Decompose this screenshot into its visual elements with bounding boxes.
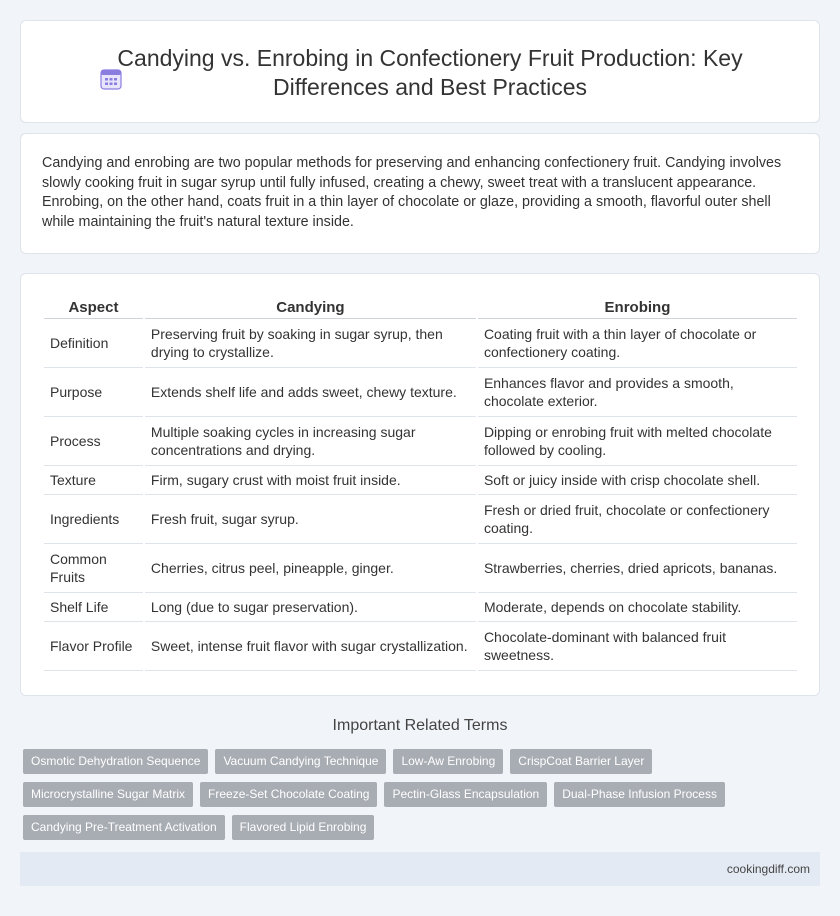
table-cell: Fresh fruit, sugar syrup. [145,495,476,544]
table-row [44,544,797,593]
table-cell: Moderate, depends on chocolate stability. [478,593,797,622]
comparison-table [42,296,799,671]
table-cell: Chocolate-dominant with balanced fruit sweetness. [478,622,797,671]
column-header-candying: Candying [145,296,476,319]
table-row [44,622,797,671]
related-term-tag[interactable]: Pectin-Glass Encapsulation [384,782,547,807]
table-cell: Soft or juicy inside with crisp chocolate shell. [478,466,797,495]
table-cell: Ingredients [44,495,143,544]
table-cell: Cherries, citrus peel, pineapple, ginger. [145,544,476,593]
table-cell: Enhances flavor and provides a smooth, chocolate exterior. [478,368,797,417]
table-cell: Dipping or enrobing fruit with melted chocolate followed by cooling. [478,417,797,466]
table-row [44,495,797,544]
related-term-tag[interactable]: Freeze-Set Chocolate Coating [200,782,377,807]
table-cell: Definition [44,319,143,368]
table-cell: Process [44,417,143,466]
table-cell: Coating fruit with a thin layer of chocolate or confectionery coating. [478,319,797,368]
footer [20,852,820,886]
footer-site-link[interactable]: cookingdiff.com [726,862,810,876]
table-cell: Shelf Life [44,593,143,622]
table-cell: Common Fruits [44,544,143,593]
table-cell: Sweet, intense fruit flavor with sugar crystallization. [145,622,476,671]
related-terms-heading: Important Related Terms [332,717,508,734]
table-row [44,466,797,495]
table-row [44,417,797,466]
table-cell: Fresh or dried fruit, chocolate or confectionery coating. [478,495,797,544]
intro-card [20,133,820,254]
table-cell: Multiple soaking cycles in increasing sugar concentrations and drying. [145,417,476,466]
table-row [44,319,797,368]
header-card [20,20,820,123]
related-term-tag[interactable]: Flavored Lipid Enrobing [232,815,375,840]
table-cell: Strawberries, cherries, dried apricots, bananas. [478,544,797,593]
table-cell: Firm, sugary crust with moist fruit inside. [145,466,476,495]
column-header-enrobing: Enrobing [478,296,797,319]
table-row [44,593,797,622]
related-term-tag[interactable]: Osmotic Dehydration Sequence [23,749,208,774]
table-cell: Long (due to sugar preservation). [145,593,476,622]
table-cell: Texture [44,466,143,495]
related-term-tag[interactable]: Low-Aw Enrobing [393,749,503,774]
related-term-tag[interactable]: Candying Pre-Treatment Activation [23,815,225,840]
column-header-aspect: Aspect [44,296,143,319]
page-title: Candying vs. Enrobing in Confectionery Fruit Production: Key Differences and Best Practices [117,45,743,100]
table-cell: Flavor Profile [44,622,143,671]
related-terms-list [23,749,743,848]
table-cell: Preserving fruit by soaking in sugar syrup, then drying to crystallize. [145,319,476,368]
table-cell: Extends shelf life and adds sweet, chewy texture. [145,368,476,417]
related-term-tag[interactable]: CrispCoat Barrier Layer [510,749,652,774]
comparison-table-card [20,273,820,696]
related-term-tag[interactable]: Microcrystalline Sugar Matrix [23,782,193,807]
intro-paragraph: Candying and enrobing are two popular methods for preserving and enhancing confectionery fruit. Candying involves slowly cooking fruit in sugar syrup until fully infused, creating a chewy, sweet treat with a translucent appearance. Enrobing, on the other hand, coats fruit in a thin layer of chocolate or glaze, providing a smooth, flavorful outer shell while maintaining the fruit's natural texture inside. [42,155,782,230]
table-row [44,368,797,417]
related-term-tag[interactable]: Dual-Phase Infusion Process [554,782,725,807]
related-term-tag[interactable]: Vacuum Candying Technique [215,749,386,774]
table-cell: Purpose [44,368,143,417]
